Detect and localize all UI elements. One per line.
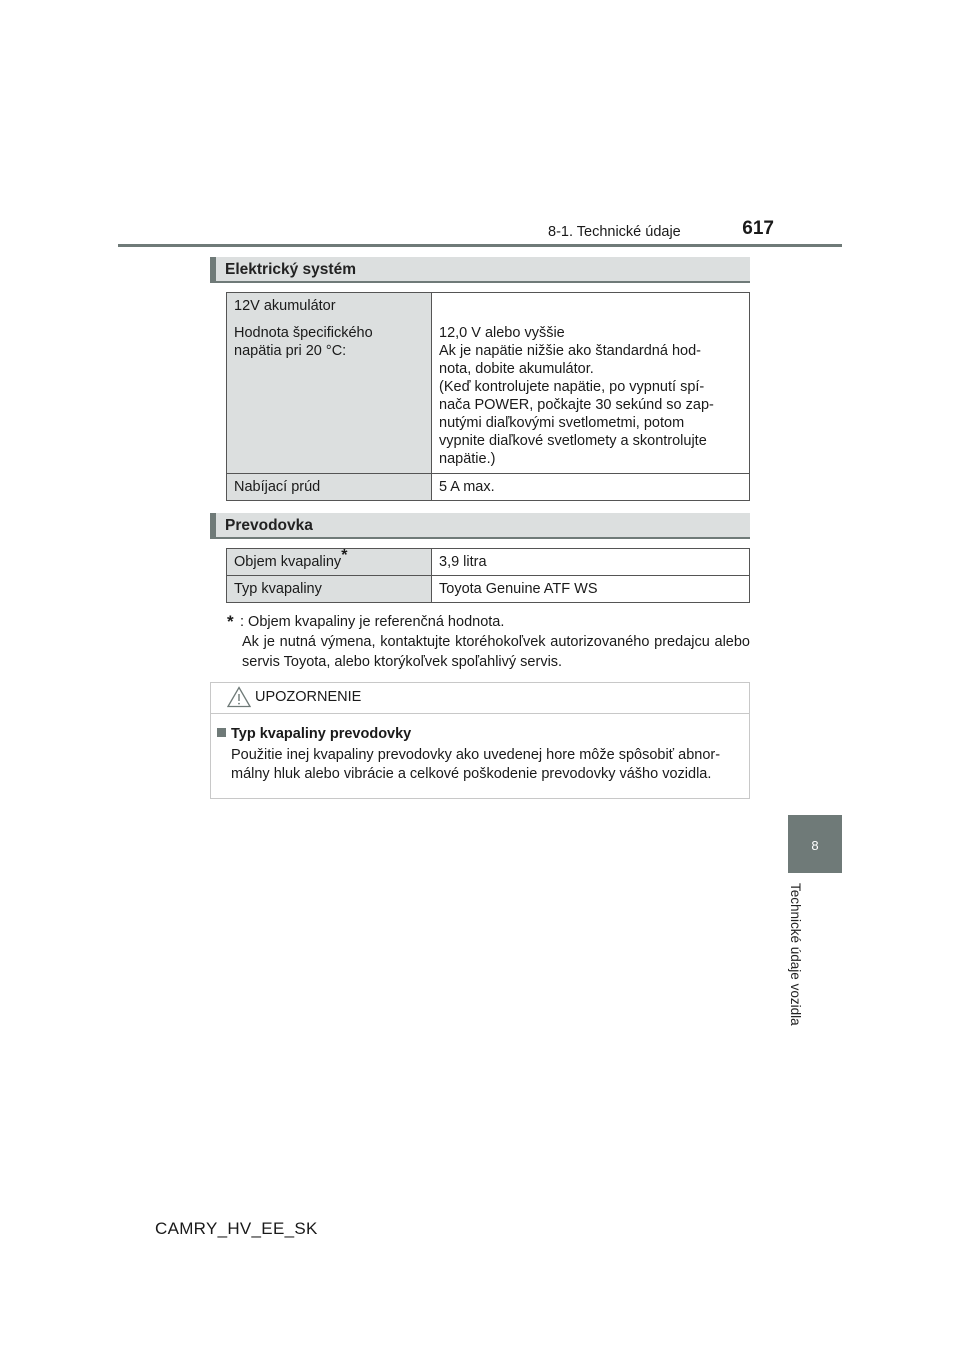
chapter-tab[interactable] — [788, 815, 842, 873]
voltage-value-line: (Keď kontrolujete napätie, po vypnutí spí- — [439, 379, 705, 395]
fluid-volume-value: 3,9 litra — [432, 549, 750, 576]
fluid-volume-label-text: Objem kvapaliny — [234, 554, 342, 570]
chapter-number: 8 — [811, 838, 819, 853]
voltage-value-line: vypnite diaľkové svetlomety a skontrolujte — [439, 433, 707, 449]
voltage-value-line: nota, dobite akumulátor. — [439, 361, 594, 377]
document-code: CAMRY_HV_EE_SK — [155, 1219, 318, 1238]
voltage-value-line: napätie.) — [439, 451, 496, 467]
battery-label: 12V akumulátor — [234, 298, 336, 314]
voltage-value-line: nača POWER, počkajte 30 sekúnd so zap- — [439, 397, 714, 413]
charging-value: 5 A max. — [432, 474, 750, 501]
footnote-line: : Objem kvapaliny je referenčná hodnota. — [240, 614, 505, 630]
header-rule — [118, 244, 842, 247]
voltage-value-cell — [432, 293, 750, 474]
fluid-type-label: Typ kvapaliny — [227, 576, 432, 603]
voltage-value-line: 12,0 V alebo vyššie — [439, 325, 565, 341]
caution-subtitle-text: Typ kvapaliny prevodovky — [231, 726, 412, 742]
section-label: 8-1. Technické údaje — [548, 224, 681, 240]
fluid-type-value: Toyota Genuine ATF WS — [432, 576, 750, 603]
square-bullet-icon — [217, 728, 226, 737]
table-row — [227, 576, 750, 603]
fluid-volume-label — [227, 549, 432, 576]
transmission-spec-table — [226, 548, 750, 603]
table-row — [227, 549, 750, 576]
voltage-value-line: Ak je napätie nižšie ako štandardná hod- — [439, 343, 701, 359]
section-heading-text: Elektrický systém — [225, 261, 356, 278]
caution-title: UPOZORNENIE — [255, 689, 362, 705]
electrical-spec-table — [226, 292, 750, 501]
section-heading-transmission — [210, 513, 750, 539]
table-row — [227, 293, 750, 474]
section-heading-text: Prevodovka — [225, 517, 313, 534]
voltage-label: Hodnota špecifického napätia pri 20 °C: — [234, 325, 373, 359]
battery-cell — [227, 293, 432, 474]
caution-subtitle — [217, 726, 411, 742]
footnote-star: * — [227, 612, 234, 631]
footnote — [227, 612, 750, 672]
page-number: 617 — [742, 218, 774, 239]
warning-triangle-icon — [227, 686, 251, 708]
section-heading-electrical — [210, 257, 750, 283]
footnote-marker[interactable]: * — [341, 547, 348, 565]
caution-text: Použitie inej kvapaliny prevodovky ako uvedenej hore môže spôsobiť abnor-málny hluk alebo vibrácie a celkové poškodenie prevodovky vášho vozidla. — [231, 747, 721, 782]
table-row — [227, 474, 750, 501]
caution-header — [211, 683, 749, 714]
page-header — [548, 218, 778, 244]
voltage-value-line: nutými diaľkovými svetlometmi, potom — [439, 415, 685, 431]
caution-box — [210, 682, 750, 799]
charging-label: Nabíjací prúd — [227, 474, 432, 501]
footnote-text: Ak je nutná výmena, kontaktujte ktoréhokoľvek autorizovaného predajcu alebo servis Toyota, alebo ktorýkoľvek spoľahlivý servis. — [242, 634, 750, 670]
chapter-label: Technické údaje vozidla — [788, 883, 803, 1026]
